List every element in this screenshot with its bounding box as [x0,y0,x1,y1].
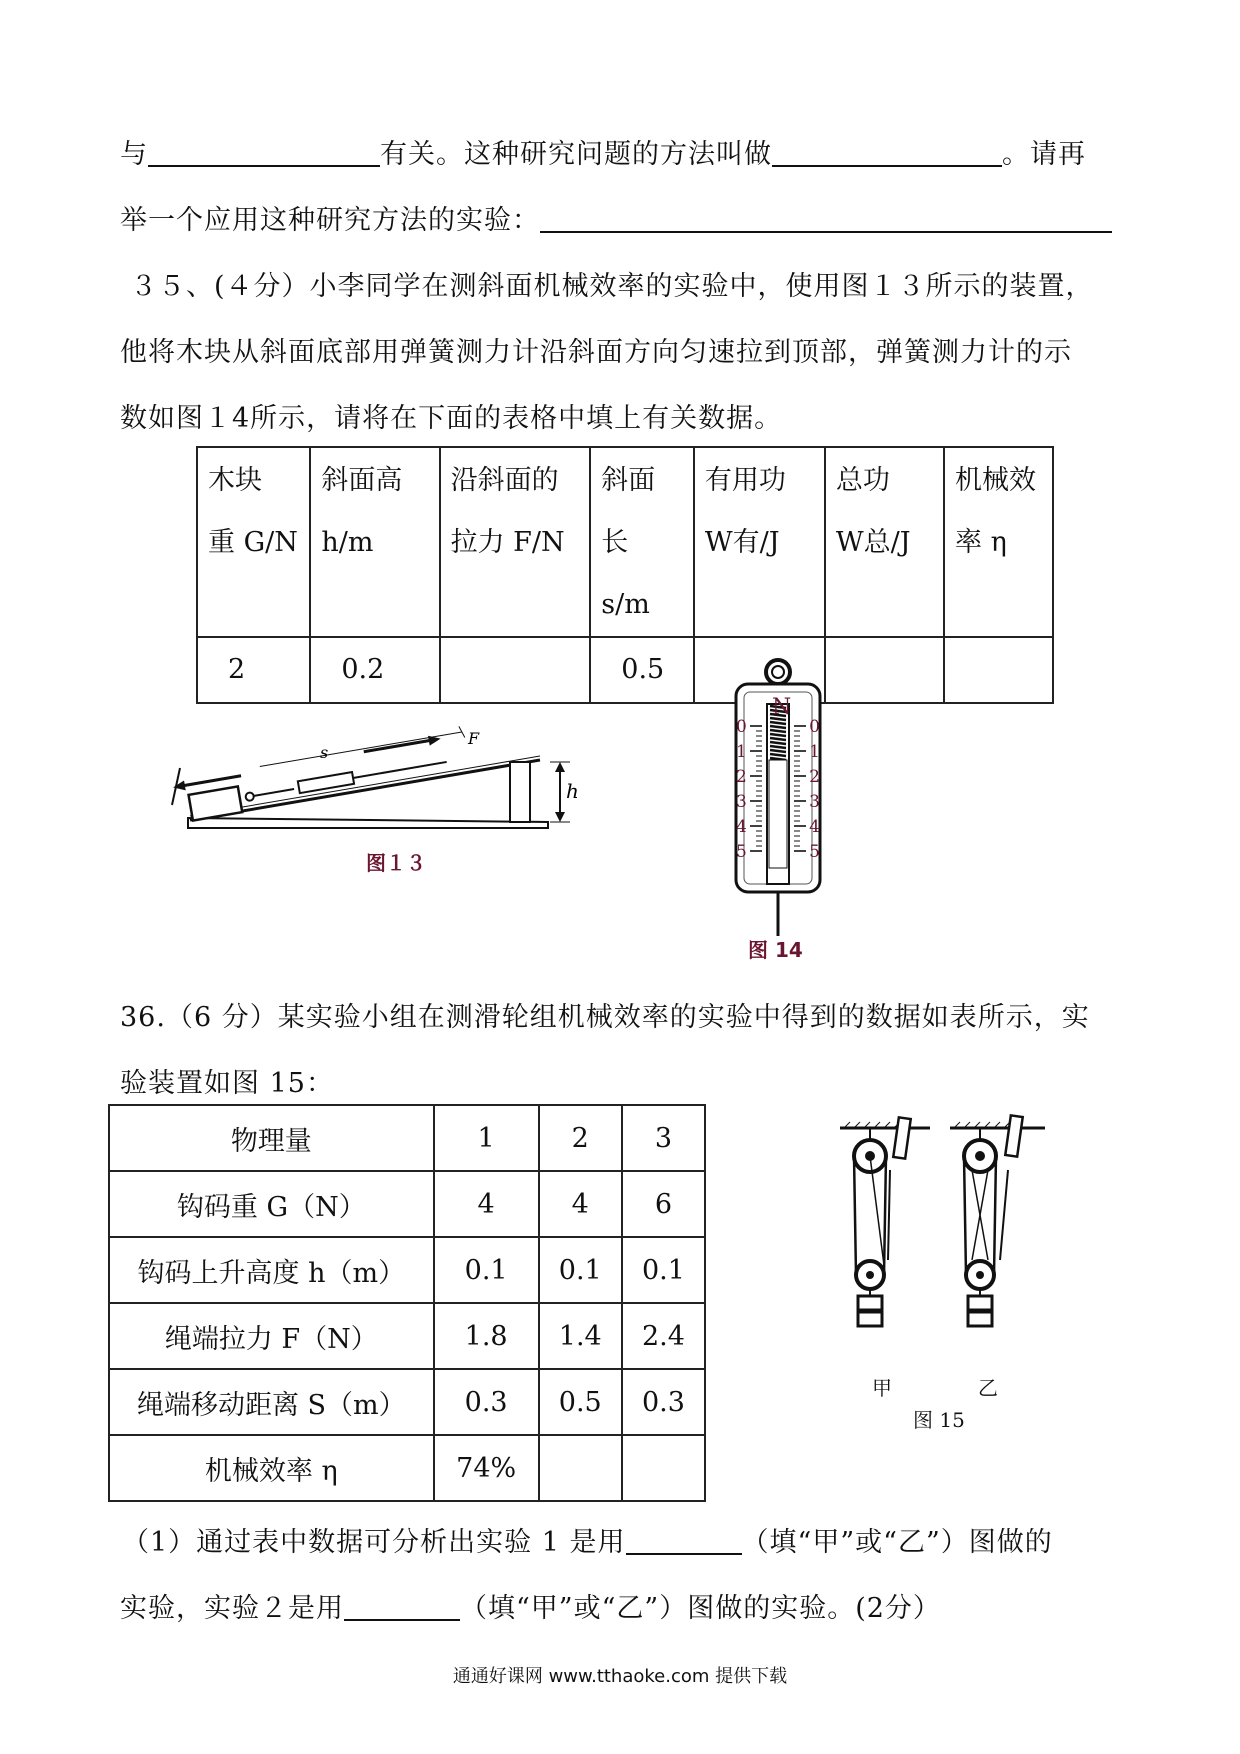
question-35-text: 他将木块从斜面底部用弹簧测力计沿斜面方向匀速拉到顶部，弹簧测力计的示 [120,337,1072,368]
header-cell: 2 [539,1105,622,1171]
header-text: W有/J [704,527,780,558]
pulley-system-yi [950,1115,1045,1326]
answer-blank[interactable] [772,139,1002,167]
text-line-6 [120,995,1090,1034]
question-36-text: （1）通过表中数据可分析出实验 1 是用 [122,1527,626,1558]
text-line-3 [130,264,1094,303]
scale-tick-label: 4 [736,817,747,837]
question-35-text: ３５、(４分）小李同学在测斜面机械效率的实验中，使用图１３所示的装置， [130,271,1094,302]
figure-15-label-yi: 乙 [978,1376,998,1400]
input-cell[interactable] [825,637,944,703]
text-segment: 。请再 [1002,139,1086,170]
figure-14-spring-scale [720,656,840,936]
table-row [109,1435,705,1501]
data-cell: 0.5 [539,1369,622,1435]
header-text: 长 s/m [601,527,650,620]
header-cell [590,447,694,637]
question-36-text: （填“甲”或“乙”）图做的实验。(2分） [460,1593,941,1624]
text-line-4 [120,330,1072,369]
data-cell: 74% [434,1435,539,1501]
text-line-8 [122,1520,1053,1559]
header-cell [944,447,1053,637]
header-text: 重 G/N [208,527,298,558]
scale-tick-label: 5 [736,842,747,862]
header-text: h/m [321,527,374,558]
scale-tick-label: 2 [736,767,747,787]
fig13-label-h: h [566,779,579,803]
scale-tick-label: 0 [809,717,820,737]
row-label: 绳端拉力 F（N） [109,1303,434,1369]
scale-tick-label: 5 [809,842,820,862]
question-36-text: （填“甲”或“乙”）图做的 [741,1527,1053,1558]
figure-14-caption: 图 14 [748,938,803,962]
header-cell: 3 [622,1105,705,1171]
row-label: 机械效率 η [109,1435,434,1501]
data-cell: 1.8 [434,1303,539,1369]
header-text: 总功 [835,465,890,496]
input-cell[interactable] [622,1435,705,1501]
text-segment: 举一个应用这种研究方法的实验： [120,205,540,236]
text-line-9 [120,1586,941,1625]
input-cell[interactable] [539,1435,622,1501]
table-row [109,1171,705,1237]
header-cell [694,447,825,637]
data-cell: 2 [197,637,310,703]
fig13-label-s: s [320,743,329,762]
table-row [109,1303,705,1369]
text-line-1 [120,132,1086,171]
header-cell [197,447,310,637]
text-segment: 有关。这种研究问题的方法叫做 [380,139,772,170]
question-36-text: 验装置如图 15： [120,1068,334,1099]
row-label: 钩码重 G（N） [109,1171,434,1237]
answer-blank[interactable] [344,1593,460,1621]
scale-tick-label: 3 [736,792,747,812]
answer-blank[interactable] [626,1527,742,1555]
header-text: 斜面 [601,465,656,496]
header-text: 拉力 F/N [450,527,565,558]
scale-tick-label: 0 [736,717,747,737]
answer-blank[interactable] [540,205,1112,233]
header-text: 率 η [954,527,1007,558]
data-cell: 0.1 [539,1237,622,1303]
data-cell: 4 [434,1171,539,1237]
header-cell [310,447,439,637]
table-row [109,1369,705,1435]
header-text: 木块 [208,465,262,496]
figure-13-incline-diagram [170,700,579,850]
header-cell [825,447,944,637]
row-label: 钩码上升高度 h（m） [109,1237,434,1303]
data-cell: 2.4 [622,1303,705,1369]
question-35-text: 数如图１4所示，请将在下面的表格中填上有关数据。 [120,403,783,434]
header-text: W总/J [835,527,911,558]
header-cell: 1 [434,1105,539,1171]
header-text: 斜面高 [321,465,403,496]
header-text: 沿斜面的 [450,465,559,496]
scale-tick-label: 4 [809,817,820,837]
table-header-row [197,447,1053,637]
row-label: 绳端移动距离 S（m） [109,1369,434,1435]
input-cell[interactable] [944,637,1053,703]
figure-15-pulley-diagram [830,1110,1060,1350]
data-cell: 0.3 [622,1369,705,1435]
table-row [109,1237,705,1303]
header-text: 有用功 [704,465,786,496]
fig14-unit: N [772,695,792,720]
header-text: 机械效 [954,465,1036,496]
data-cell: 0.1 [622,1237,705,1303]
data-cell: 0.2 [310,637,439,703]
question-36-text: 实验，实验２是用 [120,1593,344,1624]
answer-blank[interactable] [148,139,380,167]
input-cell[interactable] [440,637,591,703]
page-footer: 通通好课网 www.tthaoke.com 提供下载 [452,1666,788,1687]
table-header-row [109,1105,705,1171]
data-cell: 6 [622,1171,705,1237]
table-pulley [108,1104,706,1502]
figure-15-label-jia: 甲 [872,1376,892,1400]
text-line-7 [120,1061,334,1100]
data-cell: 0.5 [590,637,694,703]
data-cell: 1.4 [539,1303,622,1369]
table-incline [196,446,1054,704]
scale-tick-label: 2 [809,767,820,787]
fig13-label-f: F [468,729,480,748]
question-36-text: 36.（6 分）某实验小组在测滑轮组机械效率的实验中得到的数据如表所示，实 [120,1002,1090,1033]
pulley-system-jia [840,1117,930,1326]
scale-tick-label: 3 [809,792,820,812]
data-cell: 0.3 [434,1369,539,1435]
header-cell: 物理量 [109,1105,434,1171]
data-cell: 4 [539,1171,622,1237]
data-cell: 0.1 [434,1237,539,1303]
text-line-2 [120,198,1112,237]
figure-15-caption: 图 15 [913,1408,965,1432]
figure-13-caption: 图１３ [366,851,426,875]
scale-tick-label: 1 [736,742,747,762]
text-line-5 [120,396,782,435]
table-row [197,637,1053,703]
header-cell [440,447,591,637]
text-segment: 与 [120,139,148,170]
scale-tick-label: 1 [809,742,820,762]
